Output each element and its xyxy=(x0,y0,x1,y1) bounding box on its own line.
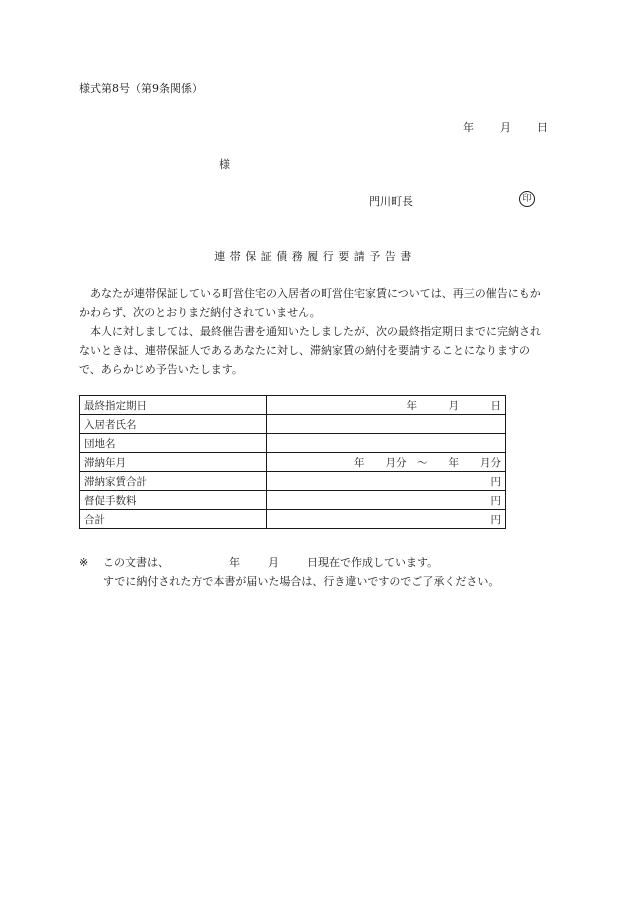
table-row xyxy=(80,491,506,510)
body-paragraph-2: 本人に対しましては、最終催告書を通知いたしましたが、次の最終指定期日までに完納されないときは、連帯保証人であるあなたに対し、滞納家賃の納付を要請することになりますので、あらかじめ予告いたします。 xyxy=(79,325,541,376)
row-label-complex-name: 団地名 xyxy=(80,434,267,453)
row-value-arrears-total: 円 xyxy=(267,472,506,491)
note-mark: ※ xyxy=(79,556,89,569)
note xyxy=(79,553,499,591)
row-label-reminder-fee: 督促手数料 xyxy=(80,491,267,510)
table-row xyxy=(80,396,506,415)
row-value-reminder-fee: 円 xyxy=(267,491,506,510)
row-value-arrears-period: 年 月分 ～ 年 月分 xyxy=(267,453,506,472)
table-row xyxy=(80,453,506,472)
seal-mark: 印 xyxy=(519,191,535,207)
body-paragraph-1: あなたが連帯保証している町営住宅の入居者の町営住宅家賃については、再三の催告にもかかわらず、次のとおりまだ納付されていません。 xyxy=(79,287,541,319)
details-table xyxy=(79,395,506,529)
table-row xyxy=(80,415,506,434)
note-line-2: すでに納付された方で本書が届いた場合は、行き違いですのでご了承ください。 xyxy=(103,575,500,588)
note-suffix: 日現在で作成しています。 xyxy=(307,556,439,569)
note-year: 年 xyxy=(229,556,240,569)
date-line xyxy=(463,119,548,135)
row-label-deadline: 最終指定期日 xyxy=(80,396,267,415)
row-value-complex-name xyxy=(267,434,506,453)
table-row xyxy=(80,434,506,453)
row-value-tenant-name xyxy=(267,415,506,434)
body-text xyxy=(79,284,547,379)
date-day: 日 xyxy=(537,121,548,134)
form-number: 様式第8号（第9条関係） xyxy=(79,82,203,95)
note-line-1 xyxy=(79,553,499,572)
document-title: 連帯保証債務履行要請予告書 xyxy=(214,250,416,263)
date-month: 月 xyxy=(500,121,511,134)
note-month: 月 xyxy=(268,556,279,569)
row-label-grand-total: 合計 xyxy=(80,510,267,529)
row-label-tenant-name: 入居者氏名 xyxy=(80,415,267,434)
date-year: 年 xyxy=(463,121,474,134)
row-label-arrears-total: 滞納家賃合計 xyxy=(80,472,267,491)
row-value-deadline: 年 月 日 xyxy=(267,396,506,415)
addressee-suffix: 様 xyxy=(219,158,230,171)
row-label-arrears-period: 滞納年月 xyxy=(80,453,267,472)
note-prefix: この文書は、 xyxy=(103,556,169,569)
row-value-grand-total: 円 xyxy=(267,510,506,529)
issuer-name: 門川町長 xyxy=(369,195,413,208)
table-row xyxy=(80,472,506,491)
table-row xyxy=(80,510,506,529)
